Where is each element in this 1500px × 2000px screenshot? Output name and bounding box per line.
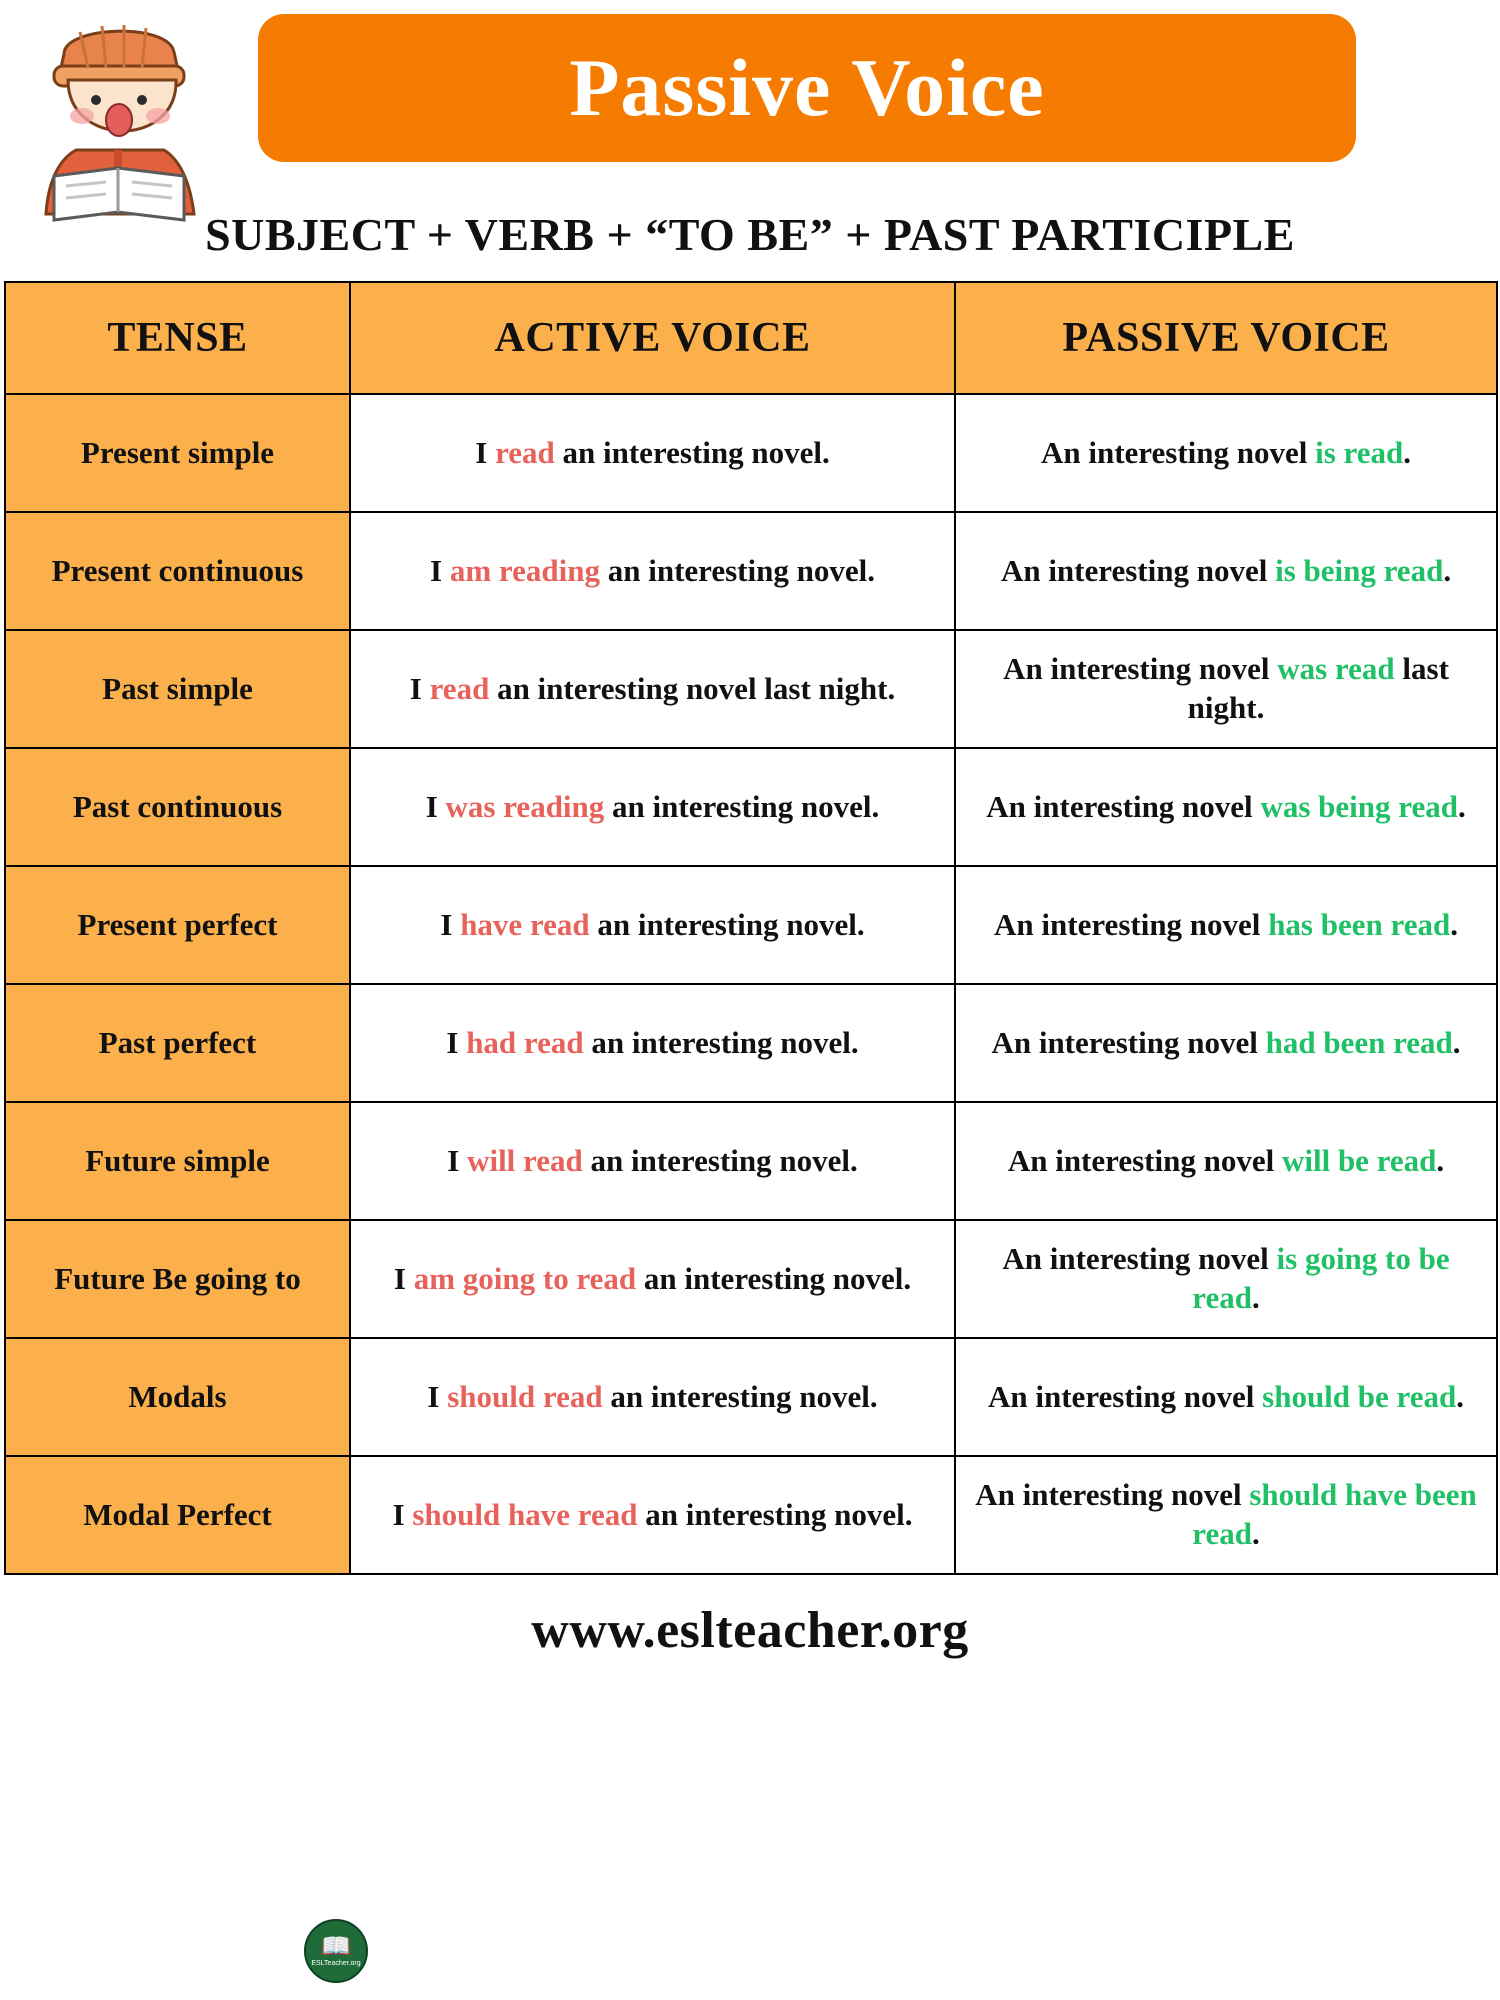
active-highlight-text: read [495, 434, 555, 470]
passive-pre-text: An interesting novel [1007, 1142, 1282, 1178]
active-voice-cell [350, 630, 955, 748]
passive-post-text: . [1452, 1024, 1461, 1060]
page-title: Passive Voice [569, 42, 1045, 133]
active-post-text: an interesting novel last night. [489, 670, 896, 706]
column-header-tense: TENSE [5, 282, 350, 394]
active-highlight-text: read [429, 670, 490, 706]
active-highlight-text: should read [447, 1378, 603, 1414]
table-row [5, 1102, 1497, 1220]
table-row [5, 630, 1497, 748]
passive-voice-cell [955, 866, 1497, 984]
active-voice-cell [350, 1220, 955, 1338]
active-voice-cell [350, 394, 955, 512]
passive-voice-cell [955, 394, 1497, 512]
column-header-active-voice: ACTIVE VOICE [350, 282, 955, 394]
passive-post-text: . [1450, 906, 1458, 942]
active-highlight-text: am going to read [413, 1260, 637, 1296]
active-voice-cell [350, 984, 955, 1102]
footer-website: www.eslteacher.org [531, 1602, 969, 1659]
table-row [5, 1220, 1497, 1338]
active-pre-text: I [446, 1024, 467, 1060]
passive-voice-cell [955, 512, 1497, 630]
passive-pre-text: An interesting novel [1040, 434, 1316, 470]
active-pre-text: I [409, 670, 430, 706]
active-voice-cell [350, 1456, 955, 1574]
passive-pre-text: An interesting novel [988, 1378, 1263, 1414]
passive-highlight-text: should have been read [1192, 1477, 1477, 1551]
active-pre-text: I [392, 1496, 413, 1532]
title-banner [258, 14, 1356, 162]
active-pre-text: I [447, 1142, 468, 1178]
passive-post-text: . [1456, 1378, 1464, 1414]
tense-cell: Modal Perfect [5, 1456, 350, 1574]
table-row [5, 748, 1497, 866]
passive-post-text: . [1457, 788, 1466, 824]
active-post-text: an interesting novel. [637, 1496, 913, 1532]
active-voice-cell [350, 1102, 955, 1220]
active-voice-cell [350, 748, 955, 866]
passive-voice-cell [955, 984, 1497, 1102]
table-header-row [5, 282, 1497, 394]
passive-highlight-text: is being read [1275, 552, 1444, 588]
badge-label: ESLTeacher.org [311, 1960, 361, 1967]
tense-cell: Future simple [5, 1102, 350, 1220]
active-post-text: an interesting novel. [583, 1024, 859, 1060]
tense-cell: Present continuous [5, 512, 350, 630]
tense-cell: Past continuous [5, 748, 350, 866]
active-pre-text: I [430, 552, 450, 588]
poster-header [0, 0, 1500, 190]
passive-pre-text: An interesting novel [994, 906, 1269, 942]
passive-highlight-text: was read [1277, 651, 1395, 687]
table-row [5, 866, 1497, 984]
active-post-text: an interesting novel. [599, 552, 875, 588]
passive-post-text: . [1403, 434, 1412, 470]
table-row [5, 1338, 1497, 1456]
active-pre-text: I [393, 1260, 414, 1296]
passive-pre-text: An interesting novel [975, 1477, 1250, 1513]
passive-post-text: . [1251, 1280, 1260, 1315]
passive-highlight-text: is read [1315, 434, 1404, 470]
active-highlight-text: was reading [445, 788, 605, 824]
passive-highlight-text: had been read [1265, 1024, 1453, 1060]
active-post-text: an interesting novel. [582, 1142, 858, 1178]
open-book-icon: 📖 [321, 1934, 351, 1960]
passive-post-text: . [1443, 552, 1452, 588]
table-row [5, 1456, 1497, 1574]
passive-pre-text: An interesting novel [1003, 651, 1278, 687]
active-highlight-text: have read [460, 906, 590, 942]
passive-voice-cell [955, 1338, 1497, 1456]
passive-pre-text: An interesting novel [986, 788, 1261, 824]
active-highlight-text: had read [466, 1024, 584, 1060]
passive-highlight-text: was being read [1260, 788, 1458, 824]
active-voice-cell [350, 512, 955, 630]
active-pre-text: I [440, 906, 461, 942]
passive-highlight-text: is going to be read [1192, 1241, 1450, 1315]
passive-voice-cell [955, 1456, 1497, 1574]
active-post-text: an interesting novel. [554, 434, 830, 470]
active-post-text: an interesting novel. [636, 1260, 912, 1296]
active-highlight-text: should have read [412, 1496, 638, 1532]
formula-line: SUBJECT + VERB + “TO BE” + PAST PARTICIPLE [205, 209, 1295, 260]
passive-highlight-text: has been read [1268, 906, 1451, 942]
active-voice-cell [350, 1338, 955, 1456]
passive-highlight-text: should be read [1262, 1378, 1457, 1414]
passive-pre-text: An interesting novel [1000, 552, 1276, 588]
site-logo-badge [304, 1919, 368, 1983]
active-post-text: an interesting novel. [589, 906, 865, 942]
column-header-passive-voice: PASSIVE VOICE [955, 282, 1497, 394]
passive-pre-text: An interesting novel [1002, 1241, 1277, 1277]
active-highlight-text: am reading [449, 552, 600, 588]
tense-cell: Future Be going to [5, 1220, 350, 1338]
passive-voice-cell [955, 630, 1497, 748]
tense-cell: Modals [5, 1338, 350, 1456]
passive-post-text: last night. [1187, 651, 1449, 725]
passive-pre-text: An interesting novel [991, 1024, 1266, 1060]
tense-cell: Present simple [5, 394, 350, 512]
tense-cell: Present perfect [5, 866, 350, 984]
tense-cell: Past perfect [5, 984, 350, 1102]
passive-voice-cell [955, 1220, 1497, 1338]
table-row [5, 512, 1497, 630]
passive-voice-cell [955, 1102, 1497, 1220]
active-post-text: an interesting novel. [604, 788, 880, 824]
active-pre-text: I [425, 788, 446, 824]
active-voice-cell [350, 866, 955, 984]
grammar-table [4, 281, 1498, 1575]
passive-voice-cell [955, 748, 1497, 866]
table-row [5, 394, 1497, 512]
passive-highlight-text: will be read [1281, 1142, 1437, 1178]
passive-post-text: . [1436, 1142, 1445, 1178]
active-pre-text: I [475, 434, 496, 470]
table-row [5, 984, 1497, 1102]
active-post-text: an interesting novel. [602, 1378, 878, 1414]
tense-cell: Past simple [5, 630, 350, 748]
table-body [5, 394, 1497, 1574]
active-highlight-text: will read [467, 1142, 583, 1178]
passive-post-text: . [1251, 1516, 1260, 1551]
boy-reading-book-illustration [18, 8, 228, 223]
active-pre-text: I [427, 1378, 448, 1414]
